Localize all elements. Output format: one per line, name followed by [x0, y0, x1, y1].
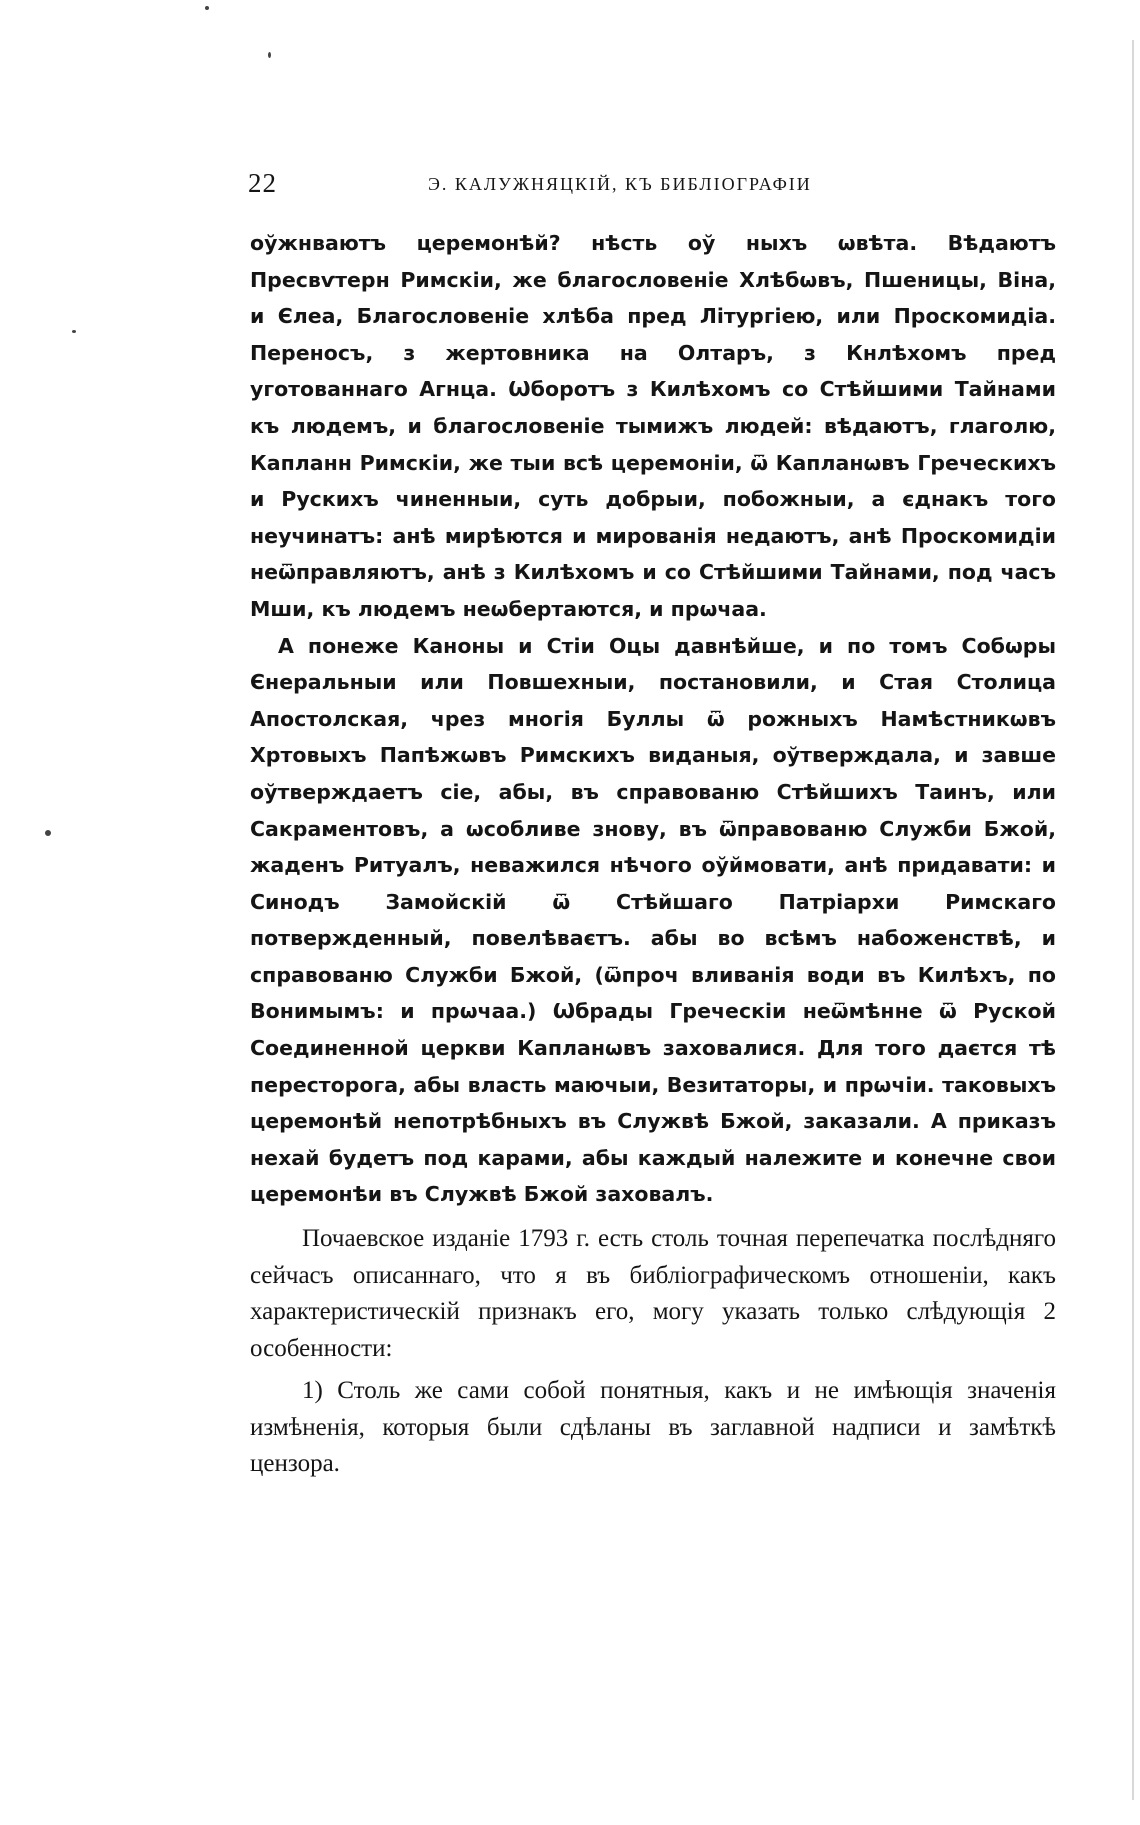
page-number: 22 — [248, 168, 277, 198]
commentary-paragraph: Почаевское изданіе 1793 г. есть столь точная перепечатка послѣдняго сейчасъ описаннаго, что я въ библіографическомъ отношеніи, какъ характеристическій признакъ его, могу указать только слѣдующія 2 особенности: — [250, 1225, 1056, 1362]
scan-speck — [268, 52, 271, 58]
church-slavonic-quotation — [250, 225, 1056, 1213]
scan-speck — [205, 6, 209, 10]
page-header — [248, 168, 848, 208]
quotation-paragraph: оўжнваютъ церемонѣй? нѣсть оў ныхъ ѡвѣта. Вѣдаютъ Пресвѵтерн Римскіи, же благословеніе Хлѣбѡвъ, Пшеницы, Віна, и Єлеа, Благословеніе хлѣба пред Літургіею, или Проскомидіа. Переносъ, з жертовника на Олтаръ, з Кнлѣхомъ пред уготованнаго Агнца. Ѡборотъ з Килѣхомъ со Стѣйшими Тайнами къ людемъ, и благословеніе тымижъ людей: вѣдаютъ, глаголю, Капланн Римскіи, же тыи всѣ церемоніи, ѿ Капланѡвъ Греческихъ и Рускихъ чиненныи, суть добрыи, побожныи, а єднакъ того неучинатъ: анѣ мирѣются и мированія недаютъ, анѣ Проскомидіи неѿправляютъ, анѣ з Килѣхомъ и со Стѣйшими Тайнами, под часъ Мши, къ людемъ неѡбертаются, и прѡчаа. — [250, 231, 1056, 621]
commentary-paragraph: 1) Столь же сами собой понятныя, какъ и не имѣющія значенія измѣненія, которыя были сдѣланы въ заглавной надписи и замѣткѣ цензора. — [250, 1377, 1056, 1478]
page-edge-line — [1132, 40, 1134, 1800]
quotation-paragraph: А понеже Каноны и Стіи Оцы давнѣйше, и по томъ Собѡры Єнеральныи или Повшехныи, постановили, и Стая Столица Апостолская, чрез многія Буллы ѿ рожныхъ Намѣстникѡвъ Хртовыхъ Папѣжѡвъ Римскихъ виданыя, оўтверждала, и завше оўтверждаетъ сіе, абы, въ справованю Стѣйшихъ Таинъ, или Сакраментовъ, а ѡсобливе знову, въ ѿправованю Служби Бжой, жаденъ Ритуалъ, неважился нѣчого оўймовати, анѣ придавати: и Синодъ Замойскій ѿ Стѣйшаго Патріархи Римскаго потвержденный, повелѣваєтъ. абы во всѣмъ набоженствѣ, и справованю Служби Бжой, (ѿпроч вливанія води въ Килѣхъ, по Вонимымъ: и прѡчаа.) Ѡбрады Греческіи неѿмѣнне ѿ Руской Соединенной церкви Капланѡвъ заховалися. Для того даєтся тѣ пересторога, абы власть маючыи, Везитаторы, и прѡчіи. таковыхъ церемонѣй непотрѣбныхъ въ Служвѣ Бжой, заказали. А приказъ нехай будетъ под карами, абы каждый належите и конечне свои церемонѣи въ Служвѣ Бжой заховалъ. — [250, 633, 1056, 1207]
running-title: Э. КАЛУЖНЯЦКІЙ, КЪ БИБЛІОГРАФІИ — [428, 174, 812, 194]
body-text — [250, 225, 1056, 1483]
scan-speck — [45, 830, 51, 836]
commentary-text — [250, 1221, 1056, 1483]
scan-speck — [72, 330, 76, 333]
